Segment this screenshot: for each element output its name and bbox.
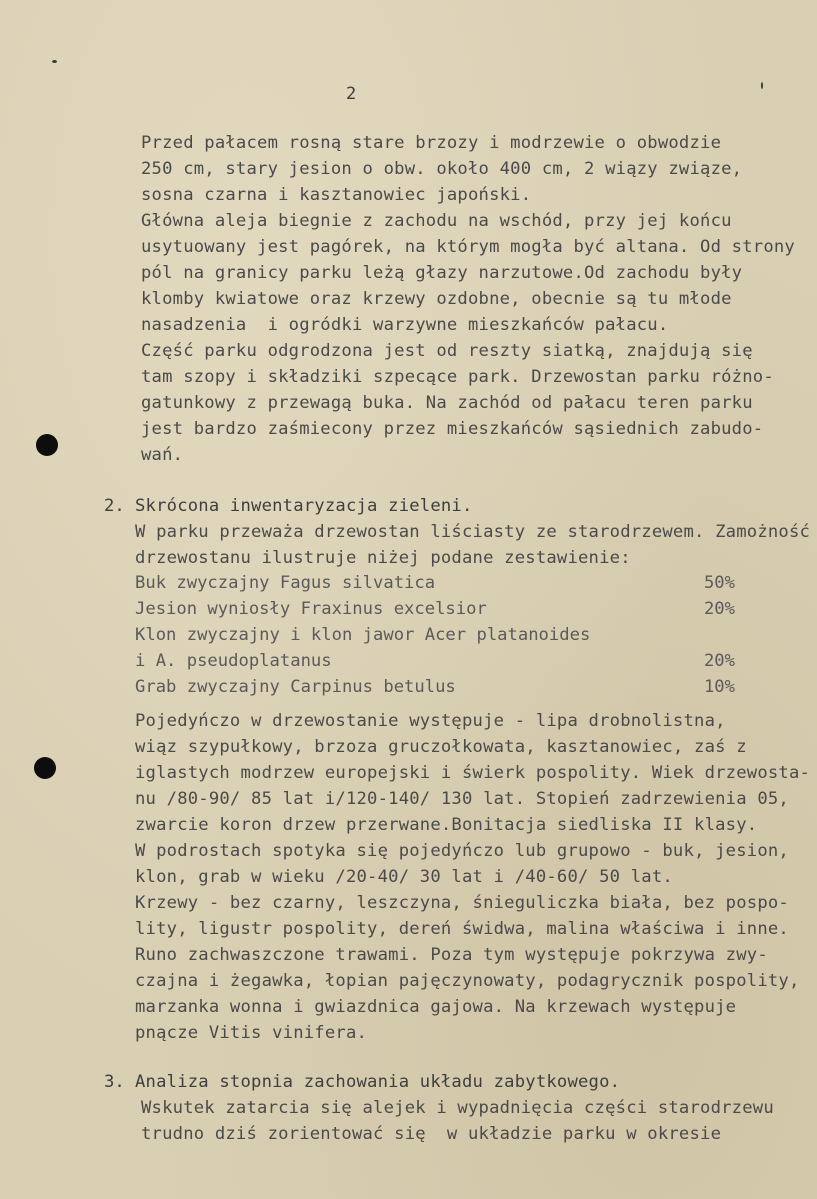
text-line: usytuowany jest pagórek, na którym mogła być altana. Od strony (141, 237, 795, 257)
section-number: 2. (104, 496, 125, 516)
text-line: zwarcie koron drzew przerwane.Bonitacja siedliska II klasy. (135, 815, 758, 835)
species-name: i A. pseudoplatanus (135, 651, 332, 671)
text-line: Przed pałacem rosną stare brzozy i modrzewie o obwodzie (141, 133, 722, 153)
text-line: W parku przeważa drzewostan liściasty ze starodrzewem. Zamożność (135, 522, 811, 542)
text-line: Krzewy - bez czarny, leszczyna, śnieguliczka biała, bez pospo- (135, 893, 789, 913)
text-line: nu /80-90/ 85 lat i/120-140/ 130 lat. Stopień zadrzewienia 05, (135, 789, 789, 809)
species-percent: 20% (703, 599, 735, 619)
text-line: pól na granicy parku leżą głazy narzutowe.Od zachodu były (141, 263, 743, 283)
text-line: tam szopy i składziki szpecące park. Drzewostan parku różno- (141, 367, 774, 387)
punch-hole (34, 757, 56, 779)
species-row (135, 651, 735, 671)
species-name: Klon zwyczajny i klon jawor Acer platanoides (135, 625, 591, 645)
text-line: Część parku odgrodzona jest od reszty siatką, znajdują się (141, 341, 753, 361)
ink-speck (761, 82, 763, 89)
section-heading: Analiza stopnia zachowania układu zabytkowego. (135, 1072, 621, 1092)
species-percent: 20% (703, 651, 735, 671)
text-line: 250 cm, stary jesion o obw. około 400 cm, 2 wiązy związe, (141, 159, 743, 179)
text-line: Główna aleja biegnie z zachodu na wschód, przy jej końcu (141, 211, 732, 231)
text-line: trudno dziś zorientować się w układzie parku w okresie (141, 1124, 722, 1144)
text-line: marzanka wonna i gwiazdnica gajowa. Na krzewach występuje (135, 997, 737, 1017)
text-line: Runo zachwaszczone trawami. Poza tym występuje pokrzywa zwy- (135, 945, 768, 965)
section-heading: Skrócona inwentaryzacja zieleni. (135, 496, 473, 516)
species-row (135, 625, 735, 645)
text-line: gatunkowy z przewagą buka. Na zachód od pałacu teren parku (141, 393, 753, 413)
text-line: klon, grab w wieku /20-40/ 30 lat i /40-60/ 50 lat. (135, 867, 673, 887)
text-line: klomby kwiatowe oraz krzewy ozdobne, obecnie są tu młode (141, 289, 732, 309)
ink-speck (52, 60, 57, 63)
text-line: lity, ligustr pospolity, dereń świdwa, malina właściwa i inne. (135, 919, 789, 939)
species-percent: 50% (703, 573, 735, 593)
species-row (135, 677, 735, 697)
text-line: wań. (141, 445, 184, 465)
text-line: jest bardzo zaśmiecony przez mieszkańców sąsiednich zabudo- (141, 419, 764, 439)
species-row (135, 573, 735, 593)
text-line: Pojedyńczo w drzewostanie występuje - lipa drobnolistna, (135, 711, 726, 731)
text-line: Wskutek zatarcia się alejek i wypadnięcia części starodrzewu (141, 1098, 774, 1118)
species-name: Buk zwyczajny Fagus silvatica (135, 573, 436, 593)
text-line: pnącze Vitis vinifera. (135, 1023, 368, 1043)
text-line: czajna i żegawka, łopian pajęczynowaty, podagrycznik pospolity, (135, 971, 800, 991)
section-number: 3. (104, 1072, 125, 1092)
punch-hole (36, 434, 58, 456)
species-name: Jesion wyniosły Fraxinus excelsior (135, 599, 487, 619)
text-line: W podrostach spotyka się pojedyńczo lub grupowo - buk, jesion, (135, 841, 789, 861)
text-line: drzewostanu ilustruje niżej podane zestawienie: (135, 548, 631, 568)
page-number: 2 (346, 84, 357, 104)
species-row (135, 599, 735, 619)
species-percent: 10% (703, 677, 735, 697)
species-name: Grab zwyczajny Carpinus betulus (135, 677, 456, 697)
text-line: wiąz szypułkowy, brzoza gruczołkowata, kasztanowiec, zaś z (135, 737, 747, 757)
text-line: nasadzenia i ogródki warzywne mieszkańców pałacu. (141, 315, 669, 335)
text-line: iglastych modrzew europejski i świerk pospolity. Wiek drzewosta- (135, 763, 811, 783)
text-line: sosna czarna i kasztanowiec japoński. (141, 185, 532, 205)
